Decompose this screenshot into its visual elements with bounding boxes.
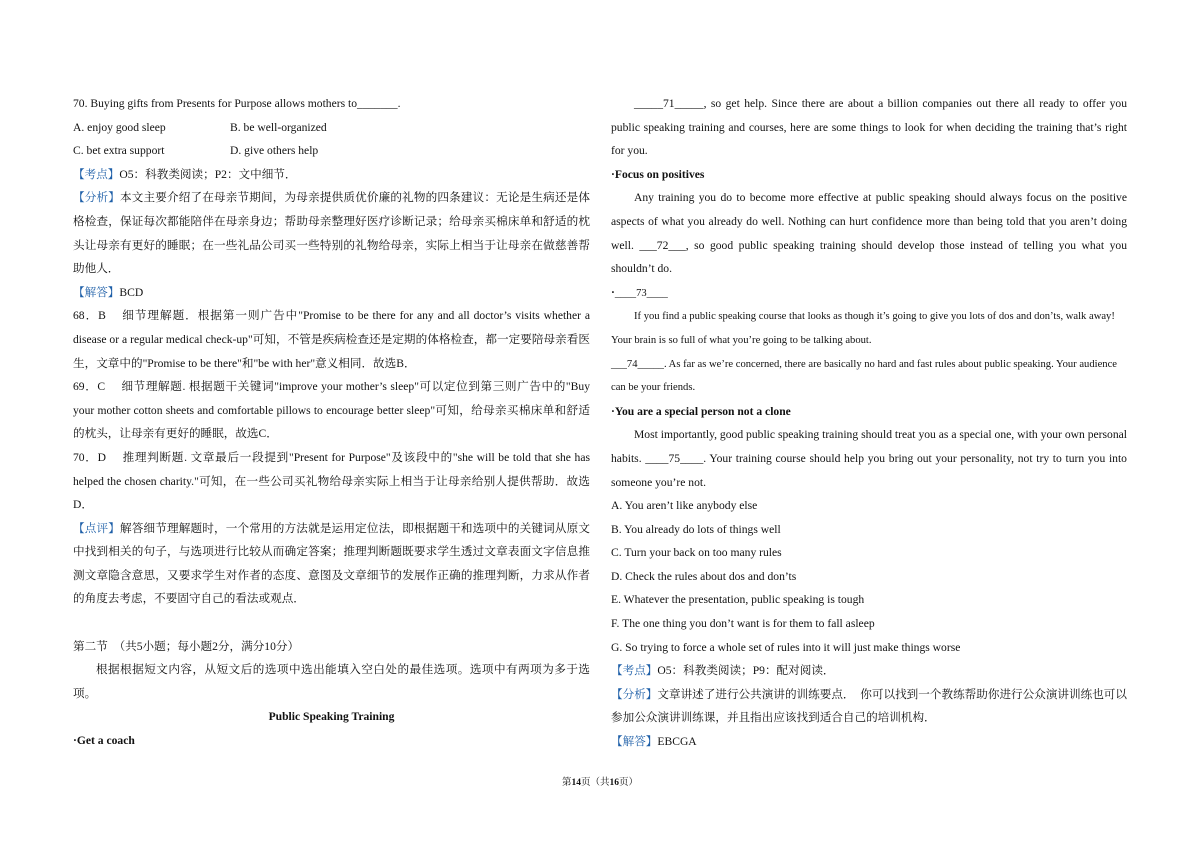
option-a: A. You aren’t like anybody else <box>611 499 758 513</box>
kaodian-text: O5：科教类阅读；P2：文中细节． <box>119 167 297 181</box>
question-70-options-row-2 <box>73 139 590 163</box>
paragraph-75 <box>611 423 1127 494</box>
fenxi-tag: 【分析】 <box>611 687 658 701</box>
fenxi-paragraph <box>611 683 1127 730</box>
page-total: 16 <box>609 778 619 788</box>
heading-special-person: ·You are a special person not a clone <box>611 404 791 418</box>
option-g: G. So trying to force a whole set of rules into it will just make things worse <box>611 640 961 654</box>
paragraph-72 <box>611 186 1127 280</box>
option-a: A. enjoy good sleep <box>73 120 166 134</box>
kaodian-text: O5：科教类阅读；P9：配对阅读． <box>657 664 835 678</box>
blank-73: ____73____ <box>614 287 668 299</box>
answer-68: 68．B 细节理解题．根据第一则广告中"Promise to be there for any and all doctor’s visits whether a disease or a regular medical check-up"可知，不管是疾病检查还是定期的体格检查，都一定要陪母亲看医生，文章中的"Promise to be there"和"be with her"意义相同．故选B． <box>73 309 590 370</box>
footer-text-b: 页（共 <box>580 778 610 788</box>
answer-69: 69．C 细节理解题. 根据题干关键词"improve your mother’s sleep"可以定位到第三则广告中的"Buy your mother cotton sheets and comfortable pillows to encourage better sleep"可知，给母亲买棉床单和舒适的枕头，让母亲有更好的睡眠，故选C． <box>73 380 590 441</box>
jieda-tag: 【解答】 <box>73 285 120 299</box>
kaodian-tag: 【考点】 <box>73 167 120 181</box>
jieda-text: BCD <box>119 285 144 299</box>
option-d: D. give others help <box>230 144 319 158</box>
answer-70: 70．D 推理判断题. 文章最后一段提到"Present for Purpose"及该段中的"she will be told that she has helped the chosen charity."可知，在一些公司买礼物给母亲实际上相当于让母亲给别人提供帮助．故选D． <box>73 450 590 512</box>
left-column <box>73 92 590 753</box>
blank-75: ____75____ <box>645 451 704 465</box>
paragraph-73: If you find a public speaking course that looks as though it’s going to give you lots of dos and don’ts, walk away! Your brain is so full of what you’re going to be talking about. <box>611 311 1115 346</box>
section-instructions: 根据根据短文内容，从短文后的选项中选出能填入空白处的最佳选项。选项中有两项为多于选项。 <box>73 663 590 700</box>
passage-title: Public Speaking Training <box>268 710 395 724</box>
paragraph-71 <box>611 92 1127 163</box>
option-d: D. Check the rules about dos and don’ts <box>611 569 797 583</box>
dianping-paragraph <box>73 517 590 611</box>
jieda-text: EBCGA <box>657 735 697 749</box>
heading-focus-on-positives: ·Focus on positives <box>611 167 705 181</box>
paragraph-71-text: , so get help. Since there are about a billion companies out there all ready to offer you public speaking training and courses, here are some things to look for when deciding the training that’s right for you. <box>611 97 1127 158</box>
fenxi-text: 本文主要介绍了在母亲节期间，为母亲提供质优价廉的礼物的四条建议：无论是生病还是体格检查，保证每次都能陪伴在母亲身边；帮助母亲整理好医疗诊断记录；给母亲买棉床单和舒适的枕头让母亲有更好的睡眠；在一些礼品公司买一些特别的礼物给母亲，实际上相当于让母亲在做慈善帮助他人． <box>73 191 590 276</box>
fenxi-text: 文章讲述了进行公共演讲的训练要点． 你可以找到一个教练帮助你进行公众演讲训练也可以参加公众演讲训练课，并且指出应该找到适合自己的培训机构． <box>611 687 1127 725</box>
paragraph-72-text-b: , so good public speaking training should develop those instead of telling you what you shouldn’t do. <box>611 238 1127 276</box>
page-number: 14 <box>571 778 581 788</box>
paragraph-75-text-b: . Your training course should help you bring out your personality, not try to turn you into someone you’re not. <box>611 451 1127 489</box>
blank-74: ___74_____ <box>611 358 664 370</box>
option-b: B. You already do lots of things well <box>611 522 781 536</box>
footer-text-a: 第 <box>561 778 572 788</box>
question-70-options-row-1 <box>73 116 590 140</box>
option-c: C. bet extra support <box>73 144 165 158</box>
kaodian-tag: 【考点】 <box>611 664 658 678</box>
heading-73 <box>611 281 1127 306</box>
footer-text-c: 页） <box>619 778 639 788</box>
dianping-tag: 【点评】 <box>73 521 121 535</box>
jieda-line <box>73 281 590 305</box>
spacer <box>73 611 590 635</box>
option-f: F. The one thing you don’t want is for them to fall asleep <box>611 617 875 631</box>
blank-71: _____71_____ <box>634 97 704 110</box>
question-70-stem: 70. Buying gifts from Presents for Purpose allows mothers to_______. <box>73 97 401 110</box>
blank-72: ___72___ <box>639 238 686 252</box>
fenxi-tag: 【分析】 <box>73 191 121 205</box>
kaodian-line <box>611 659 1127 683</box>
paragraph-75-text-a: Most importantly, good public speaking training should treat you as a special one, with your own personal habits. <box>611 428 1127 465</box>
paragraph-72-text-a: Any training you do to become more effective at public speaking should always focus on the positive aspects of what you already do well. Nothing can hurt confidence more than being told that you aren’t doing well. <box>611 191 1127 252</box>
right-column <box>611 92 1127 754</box>
paragraph-74-text: . As far as we’re concerned, there are basically no hard and fast rules about public speaking. Your audience can be your friends. <box>611 358 1117 394</box>
jieda-tag: 【解答】 <box>611 735 658 749</box>
dianping-text: 解答细节理解题时，一个常用的方法就是运用定位法，即根据题干和选项中的关键词从原文中找到相关的句子，与选项进行比较从而确定答案；推理判断题既要求学生透过文章表面文字信息推测文章隐含意思，又要求学生对作者的态度、意图及文章细节的发展作正确的推理判断，力求从作者的角度去考虑，不要固守自己的看法或观点． <box>73 521 590 606</box>
heading-get-a-coach: ·Get a coach <box>73 734 135 748</box>
option-b: B. be well-organized <box>230 120 327 134</box>
option-e: E. Whatever the presentation, public speaking is tough <box>611 593 865 607</box>
section-title: 第二节 （共5小题；每小题2分，满分10分） <box>73 639 300 653</box>
paragraph-74 <box>611 353 1127 400</box>
page-footer <box>0 776 1200 790</box>
jieda-line <box>611 730 1127 754</box>
heading-73-bullet: · <box>611 285 615 299</box>
kaodian-line <box>73 163 590 187</box>
fenxi-paragraph <box>73 186 590 280</box>
option-c: C. Turn your back on too many rules <box>611 546 782 560</box>
